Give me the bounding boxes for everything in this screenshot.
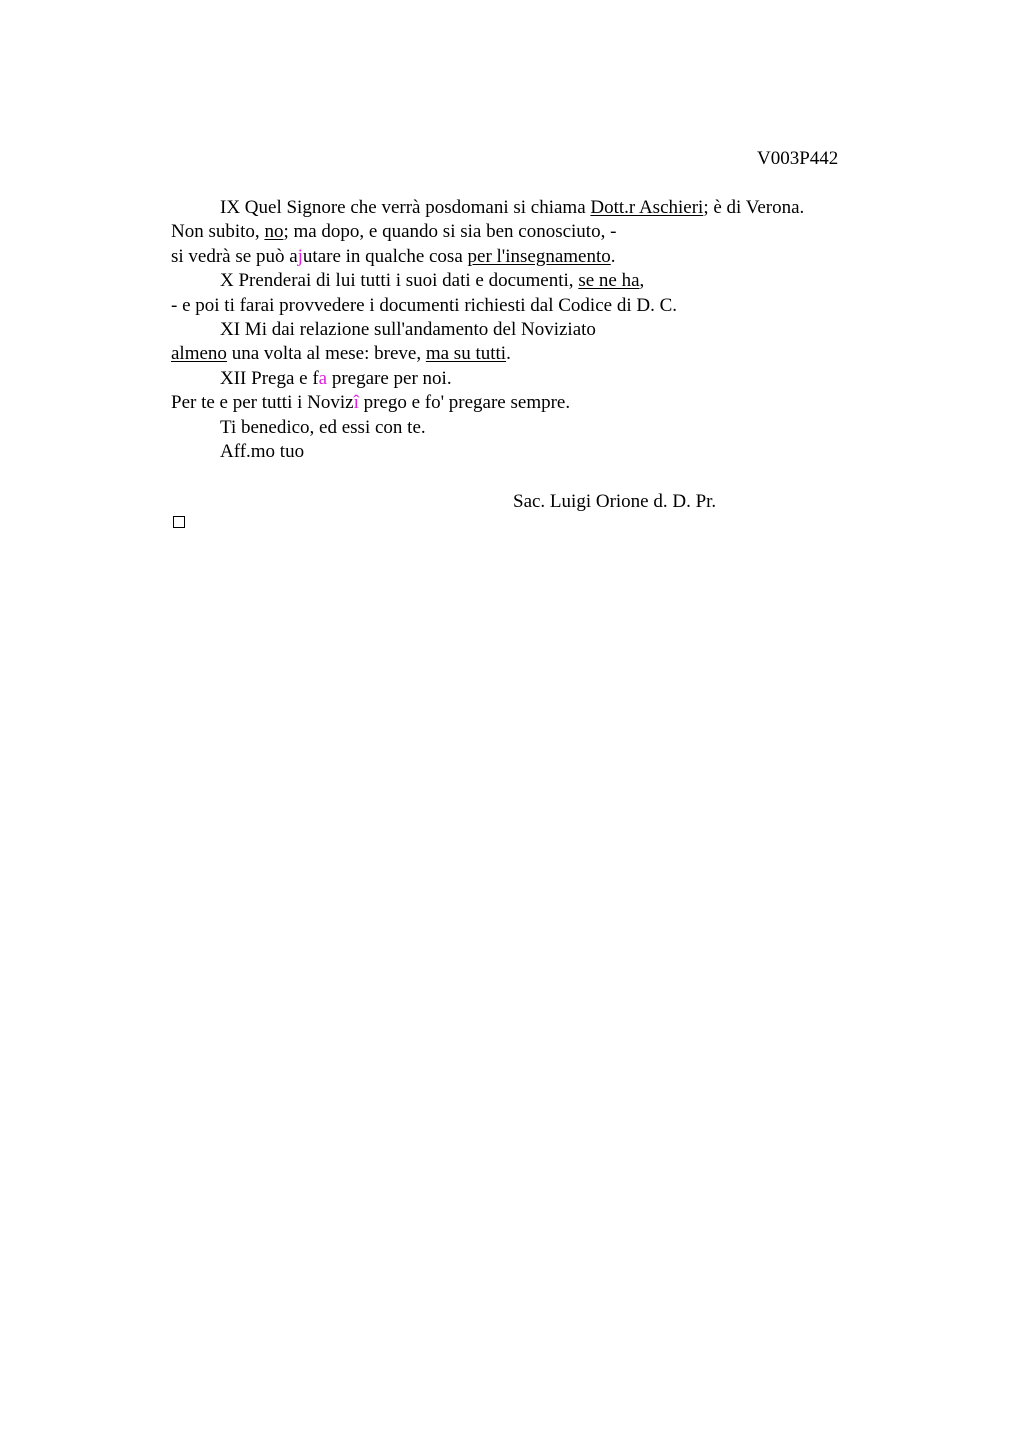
text-run: .: [610, 245, 616, 267]
paragraph-xi-line-2: [171, 342, 891, 366]
paragraph-x-line-1: [171, 269, 891, 293]
underlined-word: no: [264, 221, 284, 243]
corrected-letter: î: [353, 392, 359, 414]
text-run: ; ma dopo, e quando si sia ben conosciuto, -: [283, 221, 617, 243]
text-run: X Prenderai di lui tutti i suoi dati e documenti,: [220, 270, 579, 292]
text-run: prego e fo' pregare sempre.: [358, 392, 571, 414]
text-run: XI Mi dai relazione sull'andamento del Noviziato: [220, 318, 596, 340]
paragraph-ix-line-1: [171, 196, 891, 220]
closing-line: [171, 440, 891, 464]
text-run: XII Prega e f: [220, 367, 319, 389]
text-run: pregare per noi.: [327, 367, 452, 389]
paragraph-xi-line-1: [171, 318, 891, 342]
text-run: Non subito,: [171, 221, 265, 243]
text-run: .: [506, 343, 511, 365]
corrected-letter: j: [297, 245, 303, 267]
text-run: si vedrà se può a: [171, 245, 298, 267]
paragraph-ix-line-2: [171, 220, 891, 244]
text-run: IX Quel Signore che verrà posdomani si chiama: [220, 197, 591, 218]
underlined-word: almeno: [171, 343, 227, 365]
corrected-letter: a: [318, 367, 328, 389]
text-run: Aff.mo tuo: [220, 440, 305, 462]
underlined-phrase: per l'insegnamento: [467, 245, 611, 267]
paragraph-xii-line-1: [171, 367, 891, 391]
paragraph-xii-line-2: [171, 391, 891, 415]
paragraph-ix-line-3: [171, 245, 891, 269]
text-run: una volta al mese: breve,: [226, 343, 426, 365]
text-run: - e poi ti farai provvedere i documenti richiesti dal Codice di D. C.: [171, 294, 677, 316]
blessing-line: [171, 416, 891, 440]
document-code: V003P442: [757, 148, 839, 169]
text-run: ,: [639, 270, 645, 292]
underlined-phrase: se ne ha: [578, 270, 640, 292]
letter-body: [171, 196, 891, 464]
text-run: utare in qualche cosa: [302, 245, 468, 267]
signature: Sac. Luigi Orione d. D. Pr.: [513, 491, 717, 512]
empty-square-icon: [173, 516, 185, 528]
text-run: ; è di Verona.: [703, 197, 805, 218]
underlined-name: Dott.r Aschieri: [590, 197, 704, 218]
paragraph-x-line-2: [171, 294, 891, 318]
underlined-phrase: ma su tutti: [425, 343, 507, 365]
text-run: Per te e per tutti i Noviz: [171, 392, 354, 414]
text-run: Ti benedico, ed essi con te.: [220, 416, 426, 438]
